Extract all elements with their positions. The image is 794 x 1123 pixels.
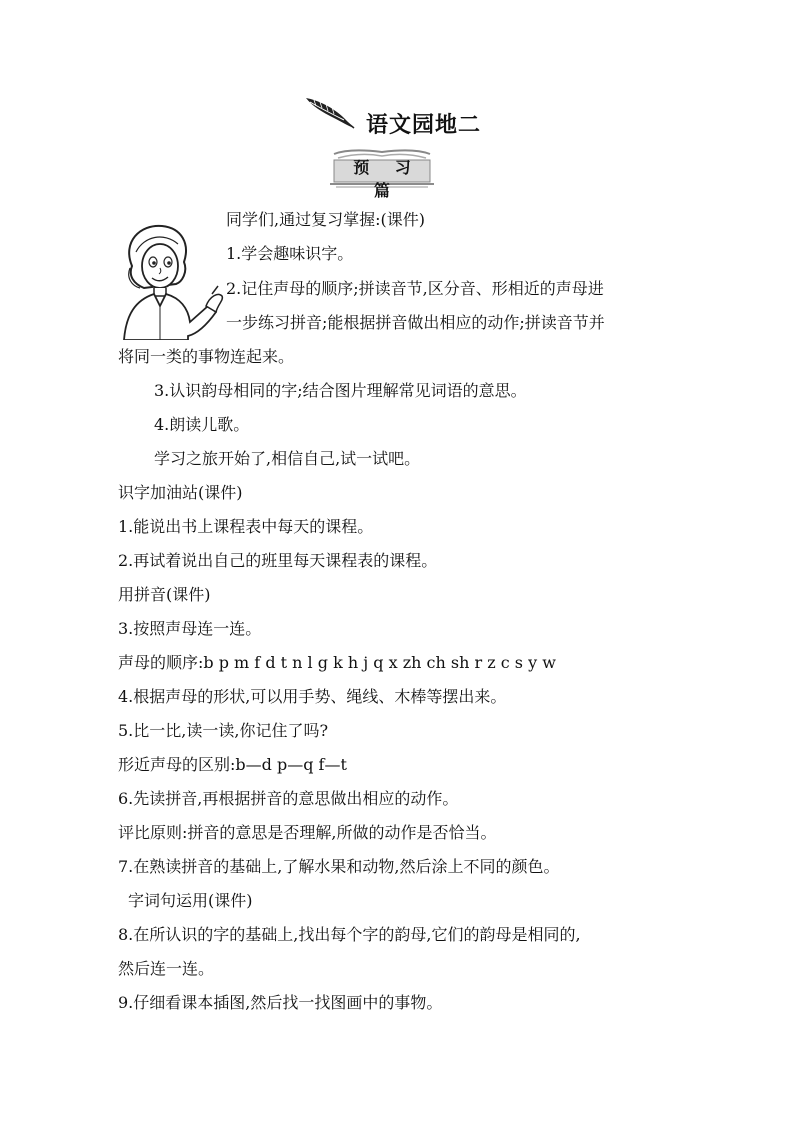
intro-lead: 同学们,通过复习掌握:(课件) — [226, 210, 425, 229]
goal-item-4: 4.朗读儿歌。 — [154, 415, 250, 434]
section-heading-literacy: 识字加油站(课件) — [118, 483, 243, 502]
similar-initials: 形近声母的区别:b—d p—q f—t — [118, 755, 347, 774]
goal-item-2: 2.记住声母的顺序;拼读音节,区分音、形相近的声母进 — [226, 279, 604, 298]
evaluation-criteria: 评比原则:拼音的意思是否理解,所做的动作是否恰当。 — [118, 823, 497, 842]
page-title: 语文园地二 — [366, 112, 482, 138]
list-item: 3.按照声母连一连。 — [118, 619, 262, 638]
list-item: 2.再试着说出自己的班里每天课程表的课程。 — [118, 551, 438, 570]
list-item: 7.在熟读拼音的基础上,了解水果和动物,然后涂上不同的颜色。 — [118, 857, 560, 876]
section-heading-words: 字词句运用(课件) — [128, 891, 253, 910]
goal-item-2-cont: 一步练习拼音;能根据拼音做出相应的动作;拼读音节并 — [226, 313, 605, 332]
list-item: 8.在所认识的字的基础上,找出每个字的韵母,它们的韵母是相同的, — [118, 925, 581, 944]
section-banner-label: 预 习 篇 — [353, 158, 421, 200]
list-item: 9.仔细看课本插图,然后找一找图画中的事物。 — [118, 993, 443, 1012]
list-item: 5.比一比,读一读,你记住了吗? — [118, 721, 329, 740]
list-item: 6.先读拼音,再根据拼音的意思做出相应的动作。 — [118, 789, 459, 808]
intro-closing: 学习之旅开始了,相信自己,试一试吧。 — [154, 449, 421, 468]
goal-item-3: 3.认识韵母相同的字;结合图片理解常见词语的意思。 — [154, 381, 527, 400]
teacher-illustration — [118, 222, 224, 340]
goal-item-2-end: 将同一类的事物连起来。 — [118, 347, 295, 366]
list-item-cont: 然后连一连。 — [118, 959, 215, 978]
quill-pen-icon — [304, 96, 356, 130]
section-heading-pinyin: 用拼音(课件) — [118, 585, 211, 604]
initials-order: 声母的顺序:b p m f d t n l g k h j q x zh ch sh r z c s y w — [118, 653, 556, 672]
goal-item-1: 1.学会趣味识字。 — [226, 244, 354, 263]
list-item: 1.能说出书上课程表中每天的课程。 — [118, 517, 374, 536]
list-item: 4.根据声母的形状,可以用手势、绳线、木棒等摆出来。 — [118, 687, 507, 706]
